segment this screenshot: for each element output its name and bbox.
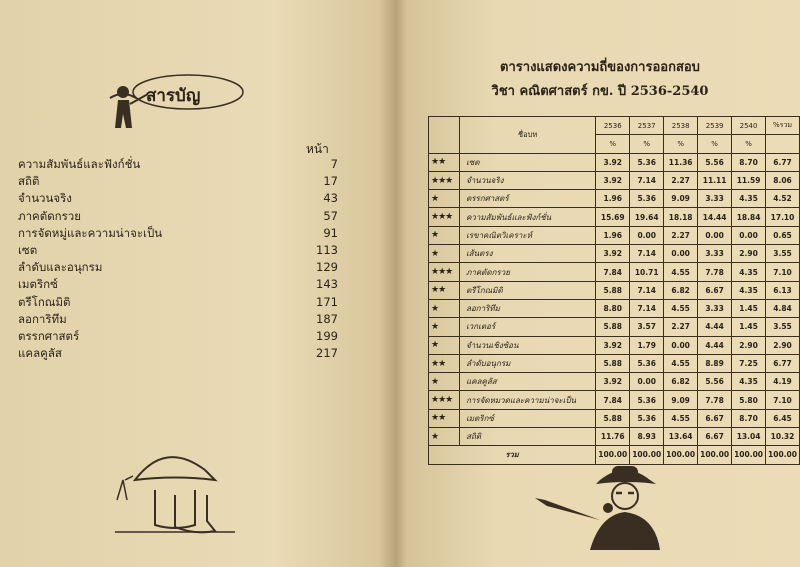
toc-item-label: การจัดหมู่และความน่าจะเป็น <box>18 225 163 240</box>
value-cell: 4.55 <box>664 299 698 317</box>
value-cell: 2.90 <box>732 245 766 263</box>
topic-cell: เรขาคณิตวิเคราะห์ <box>460 226 596 244</box>
star-rating-icon: ★ <box>429 299 460 317</box>
value-cell: 4.44 <box>698 336 732 354</box>
value-cell: 6.67 <box>698 281 732 299</box>
percent-total-cell: 6.77 <box>766 153 800 171</box>
toc-item-page: 199 <box>316 328 338 343</box>
star-rating-icon: ★ <box>429 245 460 263</box>
value-cell: 8.89 <box>698 354 732 372</box>
percent-total-cell: 4.84 <box>766 299 800 317</box>
toc-item-page: 217 <box>316 346 338 361</box>
percent-total-cell: 6.45 <box>766 409 800 427</box>
toc-item <box>18 276 338 293</box>
toc-item-page: 7 <box>330 157 338 171</box>
value-cell: 3.92 <box>596 153 630 171</box>
table-row <box>429 226 800 244</box>
value-cell: 2.27 <box>664 318 698 336</box>
total-label: รวม <box>429 446 596 464</box>
table-row <box>429 245 800 263</box>
table-row <box>429 281 800 299</box>
value-cell: 0.00 <box>664 336 698 354</box>
table-row <box>429 190 800 208</box>
table-row <box>429 373 800 391</box>
topic-cell: จำนวนเชิงซ้อน <box>460 336 596 354</box>
value-cell: 3.33 <box>698 299 732 317</box>
toc-title: สารบัญ <box>146 86 201 106</box>
topic-cell: เมตริกซ์ <box>460 409 596 427</box>
value-cell: 5.88 <box>596 281 630 299</box>
percent-total-cell: 7.10 <box>766 263 800 281</box>
topic-cell: แคลคูลัส <box>460 373 596 391</box>
year-header: 2536 <box>596 117 630 135</box>
toc-item-page: 143 <box>316 277 338 292</box>
total-value-cell: 100.00 <box>630 446 664 464</box>
unit-cell: % <box>630 135 664 153</box>
value-cell: 10.71 <box>630 263 664 281</box>
value-cell: 7.14 <box>630 299 664 317</box>
value-cell: 2.27 <box>664 226 698 244</box>
value-cell: 9.09 <box>664 391 698 409</box>
value-cell: 5.36 <box>630 190 664 208</box>
value-cell: 7.78 <box>698 391 732 409</box>
table-row <box>429 263 800 281</box>
value-cell: 4.55 <box>664 354 698 372</box>
value-cell: 1.79 <box>630 336 664 354</box>
table-subtitle: วิชา คณิตศาสตร์ กข. ปี 2536-2540 <box>491 84 709 99</box>
star-rating-icon: ★★ <box>429 354 460 372</box>
value-cell: 5.36 <box>630 354 664 372</box>
value-cell: 1.96 <box>596 190 630 208</box>
star-rating-icon: ★ <box>429 226 460 244</box>
percent-total-cell: 17.10 <box>766 208 800 226</box>
value-cell: 2.27 <box>664 171 698 189</box>
year-header: 2540 <box>732 117 766 135</box>
table-row <box>429 336 800 354</box>
toc-item-page: 57 <box>323 208 338 223</box>
value-cell: 11.36 <box>664 153 698 171</box>
table-row <box>429 318 800 336</box>
value-cell: 0.00 <box>630 226 664 244</box>
star-rating-icon: ★★ <box>429 153 460 171</box>
value-cell: 5.80 <box>732 391 766 409</box>
value-cell: 1.45 <box>732 318 766 336</box>
percent-total-cell: 0.65 <box>766 226 800 244</box>
value-cell: 5.36 <box>630 409 664 427</box>
star-rating-icon: ★★ <box>429 281 460 299</box>
value-cell: 7.14 <box>630 245 664 263</box>
topic-cell: ตรรกศาสตร์ <box>460 190 596 208</box>
value-cell: 13.04 <box>732 428 766 446</box>
topic-cell: เซต <box>460 153 596 171</box>
star-rating-icon: ★ <box>429 318 460 336</box>
value-cell: 0.00 <box>630 373 664 391</box>
total-value-cell: 100.00 <box>766 446 800 464</box>
star-rating-icon: ★★★ <box>429 171 460 189</box>
unit-cell: % <box>596 135 630 153</box>
topic-cell: ความสัมพันธ์และฟังก์ชั่น <box>460 208 596 226</box>
value-cell: 0.00 <box>732 226 766 244</box>
table-row <box>429 354 800 372</box>
toc-item <box>18 328 338 345</box>
star-rating-icon: ★★ <box>429 409 460 427</box>
percent-total-cell: 6.13 <box>766 281 800 299</box>
toc-item <box>18 190 338 207</box>
year-header: 2537 <box>630 117 664 135</box>
topic-cell: ภาคตัดกรวย <box>460 263 596 281</box>
value-cell: 6.67 <box>698 428 732 446</box>
toc-item-label: ตรีโกณมิติ <box>18 294 71 309</box>
toc-item <box>18 259 338 276</box>
value-cell: 7.14 <box>630 171 664 189</box>
topic-cell: สถิติ <box>460 428 596 446</box>
value-cell: 18.84 <box>732 208 766 226</box>
year-header: 2539 <box>698 117 732 135</box>
value-cell: 13.64 <box>664 428 698 446</box>
topic-cell: เส้นตรง <box>460 245 596 263</box>
toc-list <box>18 156 338 362</box>
value-cell: 7.25 <box>732 354 766 372</box>
value-cell: 6.82 <box>664 373 698 391</box>
value-cell: 5.56 <box>698 373 732 391</box>
toc-item-label: ตรรกศาสตร์ <box>18 328 80 343</box>
frequency-table <box>428 116 800 465</box>
topic-cell: การจัดหมวดและความน่าจะเป็น <box>460 391 596 409</box>
total-value-cell: 100.00 <box>732 446 766 464</box>
unit-cell: % <box>698 135 732 153</box>
star-rating-icon: ★★★ <box>429 208 460 226</box>
toc-item-label: แคลคูลัส <box>18 346 62 361</box>
percent-total-cell: 8.06 <box>766 171 800 189</box>
percent-total-cell: 4.52 <box>766 190 800 208</box>
value-cell: 3.57 <box>630 318 664 336</box>
value-cell: 14.44 <box>698 208 732 226</box>
star-rating-icon: ★ <box>429 336 460 354</box>
percent-total-cell: 2.90 <box>766 336 800 354</box>
value-cell: 4.55 <box>664 409 698 427</box>
value-cell: 1.96 <box>596 226 630 244</box>
page-column-label: หน้า <box>306 142 329 156</box>
toc-item <box>18 242 338 259</box>
unit-cell: % <box>664 135 698 153</box>
star-rating-icon: ★★★ <box>429 391 460 409</box>
cowboy-pointing-icon <box>530 450 660 550</box>
value-cell: 18.18 <box>664 208 698 226</box>
toc-item-page: 187 <box>316 311 338 326</box>
table-header-row <box>429 117 800 135</box>
value-cell: 11.76 <box>596 428 630 446</box>
total-value-cell: 100.00 <box>664 446 698 464</box>
star-rating-icon: ★ <box>429 190 460 208</box>
unit-cell <box>766 135 800 153</box>
value-cell: 3.92 <box>596 373 630 391</box>
toc-item-page: 129 <box>316 260 338 275</box>
topic-header: ชื่อบท <box>460 117 596 154</box>
unit-cell: % <box>732 135 766 153</box>
table-title: ตารางแสดงความถี่ของการออกสอบ <box>500 60 700 75</box>
star-header <box>429 117 460 154</box>
toc-item-label: ลำดับและอนุกรม <box>18 260 103 275</box>
toc-item-label: สถิติ <box>18 174 40 189</box>
toc-item <box>18 345 338 362</box>
table-row <box>429 428 800 446</box>
toc-item <box>18 225 338 242</box>
value-cell: 0.00 <box>698 226 732 244</box>
value-cell: 3.92 <box>596 245 630 263</box>
value-cell: 11.59 <box>732 171 766 189</box>
star-rating-icon: ★ <box>429 373 460 391</box>
toc-item-page: 91 <box>323 225 338 240</box>
value-cell: 4.44 <box>698 318 732 336</box>
value-cell: 5.56 <box>698 153 732 171</box>
value-cell: 8.80 <box>596 299 630 317</box>
value-cell: 7.84 <box>596 263 630 281</box>
value-cell: 3.33 <box>698 190 732 208</box>
value-cell: 4.35 <box>732 373 766 391</box>
toc-item <box>18 208 338 225</box>
total-value-cell: 100.00 <box>596 446 630 464</box>
table-row <box>429 409 800 427</box>
year-header: 2538 <box>664 117 698 135</box>
toc-item-label: เซต <box>18 242 38 257</box>
star-rating-icon: ★★★ <box>429 263 460 281</box>
value-cell: 0.00 <box>664 245 698 263</box>
value-cell: 5.88 <box>596 409 630 427</box>
toc-item <box>18 173 338 190</box>
toc-item-page: 113 <box>316 242 338 257</box>
table-row <box>429 208 800 226</box>
value-cell: 9.09 <box>664 190 698 208</box>
table-row <box>429 171 800 189</box>
value-cell: 6.67 <box>698 409 732 427</box>
percent-total-cell: 7.10 <box>766 391 800 409</box>
table-row <box>429 299 800 317</box>
toc-item-label: ความสัมพันธ์และฟังก์ชั่น <box>18 157 141 171</box>
value-cell: 3.33 <box>698 245 732 263</box>
value-cell: 1.45 <box>732 299 766 317</box>
cowboy-boots-icon <box>105 440 245 540</box>
topic-cell: ตรีโกณมิติ <box>460 281 596 299</box>
value-cell: 6.82 <box>664 281 698 299</box>
value-cell: 4.35 <box>732 263 766 281</box>
toc-item-label: จำนวนจริง <box>18 191 72 206</box>
toc-item-page: 17 <box>323 174 338 189</box>
total-value-cell: 100.00 <box>698 446 732 464</box>
value-cell: 7.78 <box>698 263 732 281</box>
toc-item <box>18 311 338 328</box>
table-row <box>429 391 800 409</box>
toc-item-label: เมตริกซ์ <box>18 277 58 292</box>
toc-item-label: ลอการิทึม <box>18 311 67 326</box>
left-page <box>0 0 395 567</box>
value-cell: 2.90 <box>732 336 766 354</box>
value-cell: 8.70 <box>732 409 766 427</box>
percent-total-cell: 10.32 <box>766 428 800 446</box>
toc-item-page: 171 <box>316 294 338 309</box>
value-cell: 4.35 <box>732 190 766 208</box>
value-cell: 5.88 <box>596 318 630 336</box>
topic-cell: ลอการิทึม <box>460 299 596 317</box>
value-cell: 8.70 <box>732 153 766 171</box>
value-cell: 7.84 <box>596 391 630 409</box>
toc-item <box>18 294 338 311</box>
percent-total-header: %รวม <box>766 117 800 135</box>
value-cell: 7.14 <box>630 281 664 299</box>
table-row <box>429 153 800 171</box>
value-cell: 5.36 <box>630 153 664 171</box>
topic-cell: ลำดับอนุกรม <box>460 354 596 372</box>
toc-item-label: ภาคตัดกรวย <box>18 208 82 223</box>
value-cell: 8.93 <box>630 428 664 446</box>
topic-cell: เวกเตอร์ <box>460 318 596 336</box>
value-cell: 4.55 <box>664 263 698 281</box>
table-body <box>429 153 800 464</box>
percent-total-cell: 3.55 <box>766 245 800 263</box>
value-cell: 5.88 <box>596 354 630 372</box>
percent-total-cell: 4.19 <box>766 373 800 391</box>
toc-item <box>18 156 338 173</box>
percent-total-cell: 3.55 <box>766 318 800 336</box>
value-cell: 5.36 <box>630 391 664 409</box>
value-cell: 3.92 <box>596 336 630 354</box>
value-cell: 4.35 <box>732 281 766 299</box>
value-cell: 15.69 <box>596 208 630 226</box>
value-cell: 19.64 <box>630 208 664 226</box>
value-cell: 3.92 <box>596 171 630 189</box>
value-cell: 11.11 <box>698 171 732 189</box>
toc-item-page: 43 <box>323 191 338 206</box>
percent-total-cell: 6.77 <box>766 354 800 372</box>
star-rating-icon: ★ <box>429 428 460 446</box>
topic-cell: จำนวนจริง <box>460 171 596 189</box>
